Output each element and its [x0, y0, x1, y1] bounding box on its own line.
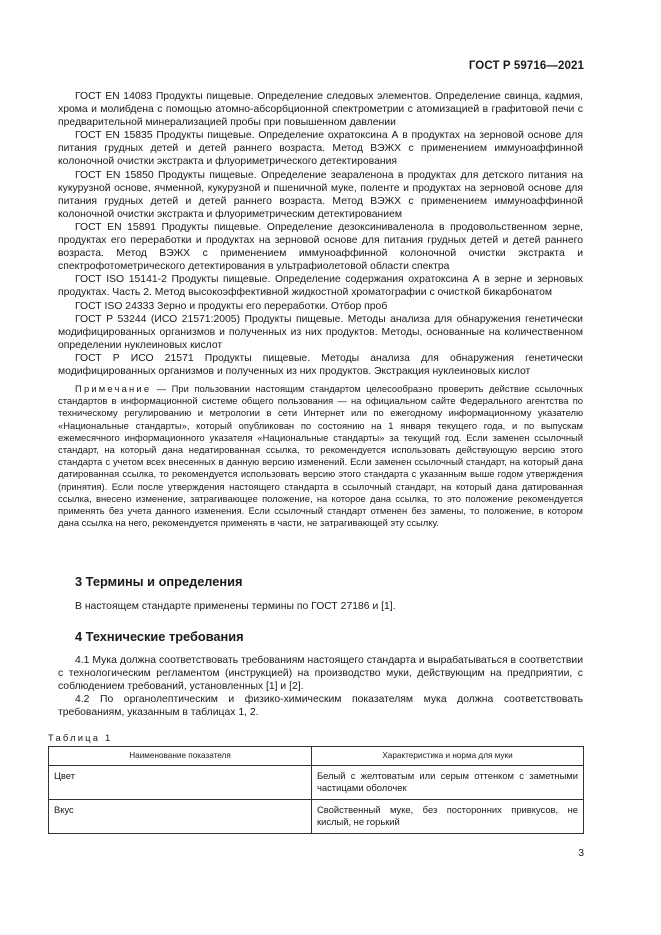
table-row	[49, 766, 584, 800]
indicator-value: Свойственный муке, без посторонних привкусов, не кислый, не горький	[312, 799, 584, 833]
section-terms	[58, 574, 583, 613]
requirements-table	[48, 746, 584, 834]
normative-references	[58, 90, 583, 530]
section-heading: 4 Технические требования	[75, 629, 244, 644]
table-caption: Таблица 1	[48, 732, 113, 743]
note-label: Примечание	[75, 383, 152, 395]
document-code: ГОСТ Р 59716—2021	[468, 60, 584, 72]
note-paragraph	[58, 383, 583, 529]
indicator-value: Белый с желтоватым или серым оттенком с заметными частицами оболочек	[312, 766, 584, 800]
clause-4-1: 4.1 Мука должна соответствовать требованиям настоящего стандарта и вырабатываться в соответствии с технологическим регламентом (инструкцией) на производство муки, действующим на предприятии, с соблюдением требований, установленных [1] и [2].	[58, 655, 583, 693]
reference-item: ГОСТ EN 15850 Продукты пищевые. Определение зеараленона в продуктах для детского питания на кукурузной основе, ячменной, кукурузной и пшеничной муке, поленте и продуктах на зерновой основе для питания грудных детей и детей раннего возраста. Метод ВЭЖХ с применением иммуноаффинной колоночной очистки экстракта и флуориметрическим детектированием	[58, 169, 583, 220]
reference-item: ГОСТ EN 14083 Продукты пищевые. Определение следовых элементов. Определение свинца, кадмия, хрома и молибдена с помощью атомно-абсорбционной спектрометрии с атомизацией в графитовой печи с предварительной минерализацией пробы при повышенном давлении	[58, 91, 583, 129]
header-indicator: Наименование показателя	[49, 747, 312, 766]
table-header-row	[49, 747, 584, 766]
reference-item: ГОСТ EN 15835 Продукты пищевые. Определение охратоксина А в продуктах на зерновой основе для питания грудных детей и детей раннего возраста. Метод ВЭЖХ с применением иммуноаффинной колоночной очистки экстракта и флуориметрического детектирования	[58, 130, 583, 168]
indicator-name: Цвет	[49, 766, 312, 800]
reference-item: ГОСТ ISO 24333 Зерно и продукты его переработки. Отбор проб	[75, 300, 388, 312]
section-text: В настоящем стандарте применены термины по ГОСТ 27186 и [1].	[75, 601, 396, 612]
section-heading: 3 Термины и определения	[75, 574, 243, 589]
header-characteristic: Характеристика и норма для муки	[312, 747, 584, 766]
reference-item: ГОСТ EN 15891 Продукты пищевые. Определение дезоксиниваленола в продовольственном зерне, продуктах его переработки и продуктах на зерновой основе для питания грудных детей и детей раннего возраста. Метод ВЭЖХ с применением иммуноаффинной колоночной очистки экстракта и спектрофотометрического детектирования в ультрафиолетовой области спектра	[58, 221, 583, 273]
clause-4-2: 4.2 По органолептическим и физико-химическим показателям мука должна соответствовать требованиям, указанным в таблицах 1, 2.	[58, 694, 583, 719]
reference-item: ГОСТ Р ИСО 21571 Продукты пищевые. Методы анализа для обнаружения генетически модифицированных организмов и полученных из них продуктов. Экстракция нуклеиновых кислот	[58, 352, 583, 377]
reference-item: ГОСТ ISO 15141-2 Продукты пищевые. Определение содержания охратоксина А в зерне и зерновых продуктах. Часть 2. Метод высокоэффективной жидкостной хроматографии с очисткой бикарбонатом	[58, 274, 583, 299]
section-requirements	[58, 629, 583, 719]
reference-item: ГОСТ Р 53244 (ИСО 21571:2005) Продукты пищевые. Методы анализа для обнаружения генетически модифицированных организмов и полученных из них продуктов. Методы, основанные на количественном определении нуклеиновых кислот	[58, 313, 583, 351]
page-number: 3	[578, 848, 584, 859]
note-text: — При пользовании настоящим стандартом целесообразно проверить действие ссылочных стандартов в информационной системе общего пользования — на официальном сайте Федерального агентства по техническому регулированию и метрологии в сети Интернет или по ежегодному информационному указателю «Национальные стандарты», который опубликован по состоянию на 1 января текущего года, и по выпускам ежемесячного информационного указателя «Национальные стандарты» за текущий год. Если заменен ссылочный стандарт, на который дана недатированная ссылка, то рекомендуется использовать действующую версию этого стандарта с учетом всех внесенных в данную версию изменений. Если заменен ссылочный стандарт, на который дана датированная ссылка, то рекомендуется использовать версию этого стандарта с указанным выше годом утверждения (принятия). Если после утверждения настоящего стандарта в ссылочный стандарт, на который дана датированная ссылка, внесено изменение, затрагивающее положение, на которое дана ссылка, то это положение рекомендуется применять без учета данного изменения. Если ссылочный стандарт отменен без замены, то положение, в котором дана ссылка на него, рекомендуется применять в части, не затрагивающей эту ссылку.	[58, 383, 583, 529]
indicator-name: Вкус	[49, 799, 312, 833]
table-row	[49, 799, 584, 833]
